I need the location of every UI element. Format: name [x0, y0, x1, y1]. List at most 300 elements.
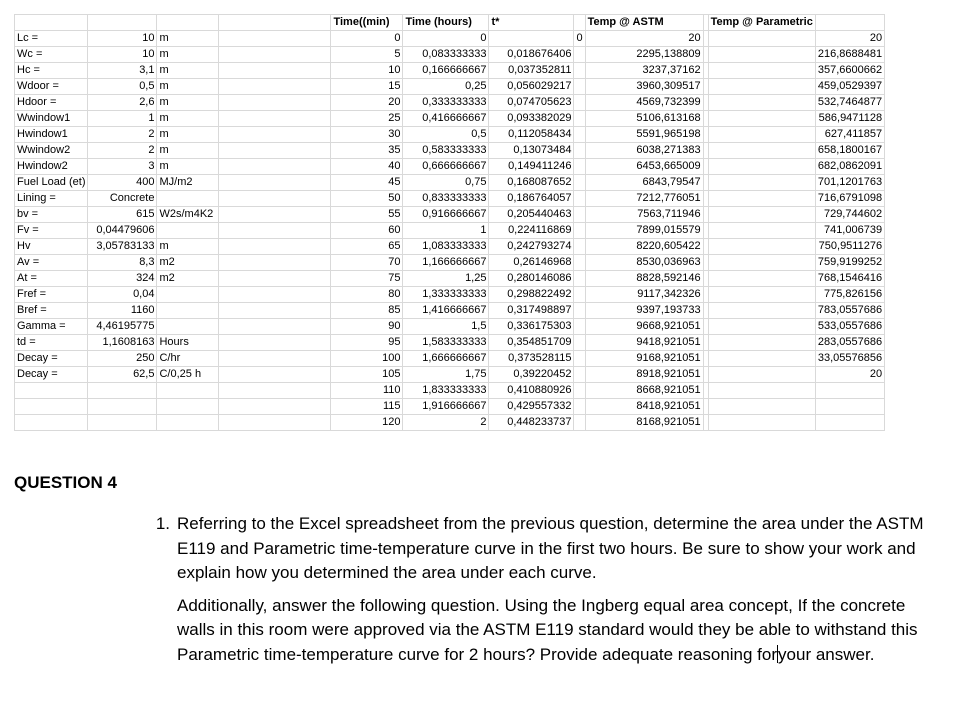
sheet-cell[interactable]: 0,373528115	[489, 351, 574, 367]
table-row	[15, 367, 885, 383]
sheet-cell[interactable]: 50	[331, 191, 403, 207]
sheet-cell[interactable]	[219, 351, 331, 367]
sheet-cell[interactable]	[219, 319, 331, 335]
sheet-cell[interactable]: 627,411857	[815, 127, 884, 143]
sheet-cell[interactable]	[219, 111, 331, 127]
sheet-cell[interactable]: Decay =	[15, 351, 88, 367]
sheet-cell[interactable]: 0,5	[88, 79, 157, 95]
sheet-cell[interactable]: 8418,921051	[585, 399, 703, 415]
sheet-cell[interactable]	[157, 191, 219, 207]
sheet-cell[interactable]	[708, 351, 815, 367]
sheet-cell[interactable]: 2	[88, 143, 157, 159]
sheet-cell[interactable]	[708, 335, 815, 351]
sheet-cell[interactable]: 357,6600662	[815, 63, 884, 79]
sheet-cell[interactable]: 10	[88, 31, 157, 47]
sheet-cell[interactable]: 459,0529397	[815, 79, 884, 95]
sheet-cell[interactable]: 0,333333333	[403, 95, 489, 111]
sheet-cell[interactable]: 0,112058434	[489, 127, 574, 143]
sheet-cell[interactable]	[708, 271, 815, 287]
sheet-cell[interactable]: 9117,342326	[585, 287, 703, 303]
sheet-cell[interactable]: Hwindow2	[15, 159, 88, 175]
sheet-cell[interactable]	[219, 63, 331, 79]
sheet-cell[interactable]: 0,354851709	[489, 335, 574, 351]
sheet-cell[interactable]	[219, 367, 331, 383]
table-row	[15, 239, 885, 255]
sheet-cell[interactable]: 532,7464877	[815, 95, 884, 111]
sheet-cell[interactable]	[574, 95, 585, 111]
sheet-cell[interactable]: 7212,776051	[585, 191, 703, 207]
sheet-cell[interactable]: 4,46195775	[88, 319, 157, 335]
sheet-cell[interactable]: 10	[88, 47, 157, 63]
header-row	[15, 15, 885, 31]
sheet-cell[interactable]: 0,317498897	[489, 303, 574, 319]
sheet-cell[interactable]: 110	[331, 383, 403, 399]
sheet-cell[interactable]: 1,083333333	[403, 239, 489, 255]
sheet-cell[interactable]: 615	[88, 207, 157, 223]
sheet-cell[interactable]: 0,26146968	[489, 255, 574, 271]
header-cell[interactable]	[219, 15, 331, 31]
sheet-cell[interactable]	[219, 415, 331, 431]
sheet-cell[interactable]	[157, 287, 219, 303]
sheet-cell[interactable]: 1,583333333	[403, 335, 489, 351]
sheet-cell[interactable]: 6038,271383	[585, 143, 703, 159]
sheet-cell[interactable]: td =	[15, 335, 88, 351]
sheet-cell[interactable]: 0,39220452	[489, 367, 574, 383]
question-number: 1.	[155, 514, 170, 533]
sheet-cell[interactable]	[219, 399, 331, 415]
sheet-cell[interactable]: 35	[331, 143, 403, 159]
sheet-cell[interactable]: 0,666666667	[403, 159, 489, 175]
sheet-cell[interactable]	[15, 415, 88, 431]
sheet-cell[interactable]: 1,916666667	[403, 399, 489, 415]
sheet-cell[interactable]	[574, 255, 585, 271]
sheet-cell[interactable]	[219, 95, 331, 111]
sheet-cell[interactable]: 1,1608163	[88, 335, 157, 351]
sheet-cell[interactable]: 1,75	[403, 367, 489, 383]
sheet-cell[interactable]	[219, 143, 331, 159]
sheet-cell[interactable]: m	[157, 31, 219, 47]
sheet-cell[interactable]	[574, 303, 585, 319]
sheet-cell[interactable]	[574, 287, 585, 303]
header-cell[interactable]	[88, 15, 157, 31]
sheet-cell[interactable]: 8828,592146	[585, 271, 703, 287]
sheet-cell[interactable]	[219, 159, 331, 175]
sheet-cell[interactable]	[219, 271, 331, 287]
sheet-cell[interactable]	[815, 383, 884, 399]
sheet-cell[interactable]: m	[157, 159, 219, 175]
header-cell[interactable]	[157, 15, 219, 31]
sheet-cell[interactable]: Concrete	[88, 191, 157, 207]
sheet-cell[interactable]: Lining =	[15, 191, 88, 207]
sheet-cell[interactable]: At =	[15, 271, 88, 287]
sheet-cell[interactable]: 0,833333333	[403, 191, 489, 207]
sheet-cell[interactable]	[708, 255, 815, 271]
sheet-cell[interactable]: 1,333333333	[403, 287, 489, 303]
sheet-cell[interactable]: 1,5	[403, 319, 489, 335]
sheet-cell[interactable]	[708, 127, 815, 143]
sheet-cell[interactable]	[157, 319, 219, 335]
sheet-cell[interactable]: 1,666666667	[403, 351, 489, 367]
header-cell[interactable]	[15, 15, 88, 31]
sheet-cell[interactable]: 20	[331, 95, 403, 111]
sheet-cell[interactable]	[708, 383, 815, 399]
sheet-cell[interactable]: 0,429557332	[489, 399, 574, 415]
sheet-cell[interactable]	[708, 319, 815, 335]
sheet-cell[interactable]: 20	[585, 31, 703, 47]
sheet-cell[interactable]: 216,8688481	[815, 47, 884, 63]
sheet-cell[interactable]: 62,5	[88, 367, 157, 383]
header-cell[interactable]: Temp @ Parametric	[708, 15, 815, 31]
question-paragraph-1[interactable]: Referring to the Excel spreadsheet from the previous question, determine the area under the ASTM E119 and Parametric time-temperature curve in the first two hours. Be sure to show your work and explain how you determined the area under each curve.	[177, 514, 924, 582]
sheet-cell[interactable]: 729,744602	[815, 207, 884, 223]
sheet-cell[interactable]: m	[157, 127, 219, 143]
sheet-cell[interactable]	[219, 31, 331, 47]
sheet-cell[interactable]: 3	[88, 159, 157, 175]
sheet-cell[interactable]: 0,093382029	[489, 111, 574, 127]
sheet-cell[interactable]: Gamma =	[15, 319, 88, 335]
sheet-cell[interactable]	[574, 223, 585, 239]
sheet-cell[interactable]	[708, 159, 815, 175]
sheet-cell[interactable]: 533,0557686	[815, 319, 884, 335]
sheet-cell[interactable]	[574, 63, 585, 79]
sheet-cell[interactable]: 0,074705623	[489, 95, 574, 111]
sheet-cell[interactable]	[88, 383, 157, 399]
sheet-cell[interactable]	[708, 287, 815, 303]
sheet-cell[interactable]: 40	[331, 159, 403, 175]
sheet-cell[interactable]: 9418,921051	[585, 335, 703, 351]
sheet-cell[interactable]: 8530,036963	[585, 255, 703, 271]
header-cell[interactable]	[815, 15, 884, 31]
table-row	[15, 159, 885, 175]
sheet-cell[interactable]	[219, 47, 331, 63]
sheet-cell[interactable]: 0,168087652	[489, 175, 574, 191]
sheet-cell[interactable]: 5591,965198	[585, 127, 703, 143]
sheet-cell[interactable]	[157, 399, 219, 415]
sheet-cell[interactable]	[219, 383, 331, 399]
sheet-cell[interactable]	[219, 223, 331, 239]
sheet-cell[interactable]	[815, 399, 884, 415]
question-paragraph-2-text: Additionally, answer the following question. Using the Ingberg equal area concept, If the concrete walls in this room were approved via the ASTM E119 standard would they be able to withstand this Parametric time-temperature curve for 2 hours? Provide adequate reasoning for	[177, 595, 918, 664]
sheet-cell[interactable]: 0	[331, 31, 403, 47]
sheet-cell[interactable]: 100	[331, 351, 403, 367]
sheet-cell[interactable]: MJ/m2	[157, 175, 219, 191]
sheet-cell[interactable]: 9397,193733	[585, 303, 703, 319]
sheet-cell[interactable]: 6843,79547	[585, 175, 703, 191]
sheet-cell[interactable]	[574, 271, 585, 287]
sheet-cell[interactable]: 120	[331, 415, 403, 431]
sheet-cell[interactable]: 0,13073484	[489, 143, 574, 159]
sheet-cell[interactable]	[574, 127, 585, 143]
sheet-cell[interactable]: 8168,921051	[585, 415, 703, 431]
sheet-cell[interactable]: 8,3	[88, 255, 157, 271]
sheet-cell[interactable]: 0,448233737	[489, 415, 574, 431]
sheet-cell[interactable]	[574, 335, 585, 351]
sheet-cell[interactable]	[219, 303, 331, 319]
sheet-cell[interactable]: m	[157, 143, 219, 159]
sheet-cell[interactable]	[219, 287, 331, 303]
sheet-cell[interactable]: C/0,25 h	[157, 367, 219, 383]
sheet-cell[interactable]: W2s/m4K2	[157, 207, 219, 223]
sheet-cell[interactable]: Hc =	[15, 63, 88, 79]
sheet-cell[interactable]: m	[157, 111, 219, 127]
sheet-cell[interactable]: Bref =	[15, 303, 88, 319]
sheet-cell[interactable]: 0,5	[403, 127, 489, 143]
sheet-cell[interactable]: Fv =	[15, 223, 88, 239]
header-cell[interactable]: t*	[489, 15, 574, 31]
header-cell[interactable]: Time (hours)	[403, 15, 489, 31]
sheet-cell[interactable]: 0,186764057	[489, 191, 574, 207]
sheet-cell[interactable]: 0,416666667	[403, 111, 489, 127]
sheet-cell[interactable]	[574, 319, 585, 335]
sheet-cell[interactable]	[219, 79, 331, 95]
sheet-cell[interactable]: 115	[331, 399, 403, 415]
sheet-cell[interactable]: 1	[403, 223, 489, 239]
sheet-cell[interactable]: 0,75	[403, 175, 489, 191]
sheet-cell[interactable]	[219, 239, 331, 255]
sheet-cell[interactable]	[219, 127, 331, 143]
sheet-cell[interactable]: 586,9471128	[815, 111, 884, 127]
header-cell[interactable]: Time((min)	[331, 15, 403, 31]
sheet-cell[interactable]	[219, 335, 331, 351]
sheet-cell[interactable]: 75	[331, 271, 403, 287]
sheet-cell[interactable]	[219, 207, 331, 223]
sheet-cell[interactable]	[815, 415, 884, 431]
sheet-cell[interactable]: 2	[403, 415, 489, 431]
sheet-cell[interactable]: 90	[331, 319, 403, 335]
sheet-cell[interactable]: 400	[88, 175, 157, 191]
sheet-cell[interactable]: 0,205440463	[489, 207, 574, 223]
sheet-cell[interactable]: 250	[88, 351, 157, 367]
sheet-cell[interactable]: 1,166666667	[403, 255, 489, 271]
sheet-cell[interactable]: Hdoor =	[15, 95, 88, 111]
sheet-cell[interactable]: 768,1546416	[815, 271, 884, 287]
sheet-cell[interactable]	[157, 223, 219, 239]
sheet-cell[interactable]: 324	[88, 271, 157, 287]
sheet-cell[interactable]: 0,056029217	[489, 79, 574, 95]
sheet-cell[interactable]: 0,280146086	[489, 271, 574, 287]
sheet-cell[interactable]	[157, 383, 219, 399]
sheet-cell[interactable]: 716,6791098	[815, 191, 884, 207]
sheet-cell[interactable]	[574, 415, 585, 431]
sheet-cell[interactable]: 55	[331, 207, 403, 223]
sheet-cell[interactable]	[708, 175, 815, 191]
sheet-cell[interactable]	[708, 143, 815, 159]
sheet-cell[interactable]: 0,04479606	[88, 223, 157, 239]
table-row	[15, 319, 885, 335]
sheet-cell[interactable]	[708, 111, 815, 127]
sheet-cell[interactable]: 7899,015579	[585, 223, 703, 239]
sheet-cell[interactable]	[708, 191, 815, 207]
sheet-cell[interactable]	[15, 383, 88, 399]
sheet-cell[interactable]: 682,0862091	[815, 159, 884, 175]
sheet-cell[interactable]: 3,05783133	[88, 239, 157, 255]
sheet-cell[interactable]: 0,166666667	[403, 63, 489, 79]
sheet-cell[interactable]: 8918,921051	[585, 367, 703, 383]
sheet-cell[interactable]: bv =	[15, 207, 88, 223]
sheet-cell[interactable]: 2	[88, 127, 157, 143]
sheet-cell[interactable]	[574, 191, 585, 207]
sheet-cell[interactable]: 5106,613168	[585, 111, 703, 127]
sheet-cell[interactable]: 105	[331, 367, 403, 383]
sheet-cell[interactable]: 3237,37162	[585, 63, 703, 79]
sheet-cell[interactable]: Av =	[15, 255, 88, 271]
sheet-cell[interactable]	[574, 239, 585, 255]
sheet-cell[interactable]: Decay =	[15, 367, 88, 383]
sheet-cell[interactable]	[574, 47, 585, 63]
sheet-cell[interactable]: 0,410880926	[489, 383, 574, 399]
question-heading: QUESTION 4	[14, 473, 117, 492]
sheet-cell[interactable]	[219, 191, 331, 207]
sheet-cell[interactable]	[574, 351, 585, 367]
sheet-cell[interactable]: Hours	[157, 335, 219, 351]
sheet-cell[interactable]: 741,006739	[815, 223, 884, 239]
sheet-cell[interactable]: 45	[331, 175, 403, 191]
sheet-cell[interactable]: 701,1201763	[815, 175, 884, 191]
sheet-cell[interactable]: 1,416666667	[403, 303, 489, 319]
sheet-cell[interactable]: 0,298822492	[489, 287, 574, 303]
sheet-cell[interactable]	[708, 415, 815, 431]
sheet-cell[interactable]: C/hr	[157, 351, 219, 367]
sheet-cell[interactable]: 60	[331, 223, 403, 239]
sheet-cell[interactable]: Wwindow2	[15, 143, 88, 159]
sheet-cell[interactable]	[219, 255, 331, 271]
sheet-cell[interactable]: 0,224116869	[489, 223, 574, 239]
sheet-cell[interactable]: 33,05576856	[815, 351, 884, 367]
sheet-cell[interactable]: 3,1	[88, 63, 157, 79]
sheet-cell[interactable]: 0,242793274	[489, 239, 574, 255]
sheet-cell[interactable]: 775,826156	[815, 287, 884, 303]
sheet-cell[interactable]: 0,018676406	[489, 47, 574, 63]
sheet-cell[interactable]: 1160	[88, 303, 157, 319]
sheet-cell[interactable]	[708, 207, 815, 223]
sheet-cell[interactable]	[708, 31, 815, 47]
sheet-cell[interactable]: 8220,605422	[585, 239, 703, 255]
sheet-cell[interactable]: m	[157, 63, 219, 79]
sheet-cell[interactable]: m2	[157, 255, 219, 271]
sheet-cell[interactable]: Wdoor =	[15, 79, 88, 95]
sheet-cell[interactable]: Lc =	[15, 31, 88, 47]
sheet-cell[interactable]	[574, 383, 585, 399]
sheet-cell[interactable]: 1,833333333	[403, 383, 489, 399]
sheet-cell[interactable]	[708, 79, 815, 95]
sheet-cell[interactable]: Wwindow1	[15, 111, 88, 127]
sheet-cell[interactable]: 0	[403, 31, 489, 47]
sheet-cell[interactable]	[574, 207, 585, 223]
sheet-cell[interactable]	[574, 159, 585, 175]
sheet-cell[interactable]: 20	[815, 31, 884, 47]
sheet-cell[interactable]: 0,916666667	[403, 207, 489, 223]
sheet-cell[interactable]: 15	[331, 79, 403, 95]
sheet-cell[interactable]	[708, 367, 815, 383]
sheet-cell[interactable]: 658,1800167	[815, 143, 884, 159]
sheet-cell[interactable]: 9668,921051	[585, 319, 703, 335]
sheet-cell[interactable]: Fref =	[15, 287, 88, 303]
sheet-cell[interactable]: 4569,732399	[585, 95, 703, 111]
sheet-cell[interactable]: 1	[88, 111, 157, 127]
sheet-cell[interactable]: 70	[331, 255, 403, 271]
sheet-cell[interactable]	[574, 399, 585, 415]
sheet-cell[interactable]: 0,04	[88, 287, 157, 303]
sheet-cell[interactable]: 3960,309517	[585, 79, 703, 95]
sheet-cell[interactable]	[708, 95, 815, 111]
sheet-cell[interactable]: m	[157, 79, 219, 95]
sheet-cell[interactable]: 1,25	[403, 271, 489, 287]
sheet-cell[interactable]	[574, 143, 585, 159]
sheet-cell[interactable]	[574, 79, 585, 95]
sheet-cell[interactable]: m2	[157, 271, 219, 287]
sheet-cell[interactable]: 283,0557686	[815, 335, 884, 351]
sheet-cell[interactable]: Hv	[15, 239, 88, 255]
sheet-cell[interactable]: 65	[331, 239, 403, 255]
header-cell[interactable]	[574, 15, 585, 31]
sheet-cell[interactable]: 783,0557686	[815, 303, 884, 319]
sheet-cell[interactable]: 20	[815, 367, 884, 383]
sheet-cell[interactable]: 9168,921051	[585, 351, 703, 367]
sheet-cell[interactable]: 5	[331, 47, 403, 63]
sheet-cell[interactable]: m	[157, 47, 219, 63]
sheet-cell[interactable]	[88, 399, 157, 415]
sheet-cell[interactable]	[489, 31, 574, 47]
sheet-cell[interactable]	[574, 367, 585, 383]
sheet-cell[interactable]: 0,336175303	[489, 319, 574, 335]
sheet-cell[interactable]	[708, 47, 815, 63]
sheet-cell[interactable]: Hwindow1	[15, 127, 88, 143]
sheet-cell[interactable]	[88, 415, 157, 431]
sheet-cell[interactable]: 25	[331, 111, 403, 127]
sheet-cell[interactable]: m	[157, 95, 219, 111]
sheet-cell[interactable]	[219, 175, 331, 191]
sheet-cell[interactable]	[15, 399, 88, 415]
sheet-cell[interactable]: m	[157, 239, 219, 255]
sheet-cell[interactable]: 0	[574, 31, 585, 47]
question-body	[144, 512, 934, 667]
sheet-cell[interactable]: 85	[331, 303, 403, 319]
question-paragraph-2[interactable]	[177, 594, 934, 668]
sheet-cell[interactable]: 80	[331, 287, 403, 303]
sheet-cell[interactable]: 6453,665009	[585, 159, 703, 175]
sheet-cell[interactable]	[574, 111, 585, 127]
sheet-cell[interactable]: 8668,921051	[585, 383, 703, 399]
table-row	[15, 143, 885, 159]
sheet-cell[interactable]: 750,9511276	[815, 239, 884, 255]
sheet-cell[interactable]	[708, 63, 815, 79]
sheet-cell[interactable]	[708, 223, 815, 239]
sheet-cell[interactable]	[157, 303, 219, 319]
sheet-cell[interactable]: Wc =	[15, 47, 88, 63]
table-row	[15, 223, 885, 239]
sheet-cell[interactable]: 0,037352811	[489, 63, 574, 79]
sheet-cell[interactable]: Fuel Load (et)	[15, 175, 88, 191]
sheet-cell[interactable]	[708, 399, 815, 415]
sheet-cell[interactable]: 2,6	[88, 95, 157, 111]
table-row	[15, 255, 885, 271]
sheet-cell[interactable]	[574, 175, 585, 191]
sheet-cell[interactable]: 0,25	[403, 79, 489, 95]
sheet-cell[interactable]: 10	[331, 63, 403, 79]
sheet-cell[interactable]	[708, 239, 815, 255]
header-cell[interactable]: Temp @ ASTM	[585, 15, 703, 31]
sheet-cell[interactable]: 7563,711946	[585, 207, 703, 223]
sheet-cell[interactable]: 2295,138809	[585, 47, 703, 63]
sheet-cell[interactable]	[708, 303, 815, 319]
sheet-cell[interactable]: 0,083333333	[403, 47, 489, 63]
sheet-cell[interactable]	[157, 415, 219, 431]
sheet-cell[interactable]: 759,9199252	[815, 255, 884, 271]
sheet-cell[interactable]: 0,149411246	[489, 159, 574, 175]
sheet-cell[interactable]: 0,583333333	[403, 143, 489, 159]
sheet-cell[interactable]: 30	[331, 127, 403, 143]
sheet-cell[interactable]: 95	[331, 335, 403, 351]
